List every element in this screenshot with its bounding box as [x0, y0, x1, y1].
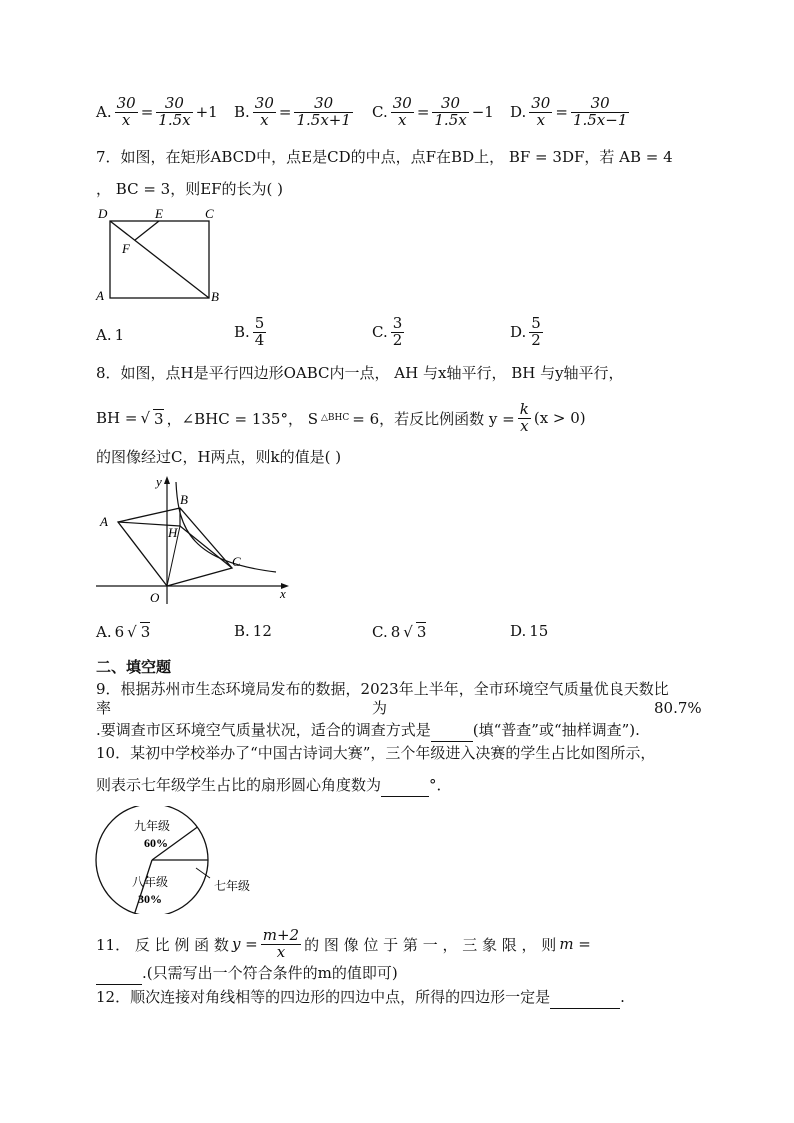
q9-stem-line1: 9．根据苏州市生态环境局发布的数据，2023年上半年，全市环境空气质量优良天数比 [96, 680, 669, 698]
fraction: $\frac{m+2}{x}$ [262, 926, 300, 961]
answer-blank[interactable] [550, 986, 620, 1009]
q7-option-d[interactable]: D. $\frac{5}{2}$ [510, 314, 541, 349]
q10-stem-line2: 则表示七年级学生占比的扇形圆心角度数为 °． [96, 774, 452, 797]
q9-stem-line2a: 率 [96, 699, 112, 717]
fraction: $\frac{3}{2}$ [392, 314, 403, 349]
q10-pie-chart [92, 806, 272, 914]
fraction: $\frac{30}{x}$ [254, 94, 274, 129]
q7-figure [92, 202, 232, 310]
label-a: A [96, 288, 104, 303]
q7-option-b[interactable]: B. $\frac{5}{4}$ [234, 314, 265, 349]
slice-label-grade8: 八年级 [131, 875, 169, 889]
q11-stem-line1: 11． 反 比 例 函 数 y = $\frac{m+2}{x}$ 的 图 像 位 于 第 一 ， 三 象 限 ， 则 m = [96, 926, 591, 961]
q11-stem-line2: .(只需写出一个符合条件的m的值即可) [96, 962, 398, 985]
label-o: O [150, 590, 160, 605]
q6-option-b[interactable]: B. $\frac{30}{x}$ = $\frac{30}{1.5x+1}$ [234, 94, 351, 129]
fraction: $\frac{k}{x}$ [519, 400, 529, 435]
label-e: E [155, 206, 163, 221]
q8-stem-line1: 8．如图，点H是平行四边形OABC内一点， AH 与x轴平行， BH 与y轴平行， [96, 364, 624, 382]
q8-option-b[interactable]: B. 12 [234, 622, 272, 640]
fraction: $\frac{30}{1.5x-1}$ [572, 94, 628, 129]
fraction: $\frac{5}{4}$ [254, 314, 265, 349]
slice-value-grade8: 30% [138, 892, 162, 906]
leader-line [196, 868, 210, 878]
segment-ef [135, 221, 159, 240]
fraction: $\frac{30}{x}$ [116, 94, 136, 129]
q7-stem-line1: 7．如图，在矩形ABCD中，点E是CD的中点，点F在BD上， BF = 3DF，若 AB = 4 [96, 148, 673, 166]
label-d: D [98, 206, 108, 221]
section-heading-fill-in: 二、填空题 [96, 658, 172, 676]
q6-option-a[interactable]: A. $\frac{30}{x}$ = $\frac{30}{1.5x}$ +1 [96, 94, 218, 129]
answer-blank[interactable] [381, 774, 429, 797]
q7-option-c[interactable]: C. $\frac{3}{2}$ [372, 314, 403, 349]
q8-stem-line3: 的图像经过C，H两点，则k的值是( ) [96, 448, 342, 466]
fraction: $\frac{5}{2}$ [531, 314, 541, 349]
slice-label-grade7: 七年级 [214, 879, 251, 893]
q7-stem-line2: ， BC = 3，则EF的长为( ) [96, 180, 284, 198]
q7-option-a[interactable]: A. 1 [96, 326, 125, 344]
q9-stem-line3: .要调查市区环境空气质量状况，适合的调查方式是 (填“普查”或“抽样调查”). [96, 719, 640, 742]
fraction: $\frac{30}{x}$ [531, 94, 551, 129]
label-f: F [122, 241, 130, 256]
diagonal-bd [110, 221, 209, 298]
slice-label-grade9: 九年级 [133, 819, 171, 833]
q8-option-d[interactable]: D. 15 [510, 622, 549, 640]
fraction: $\frac{30}{x}$ [392, 94, 412, 129]
label-b: B [180, 492, 188, 507]
slice-value-grade9: 60% [144, 836, 168, 850]
q6-option-d[interactable]: D. $\frac{30}{x}$ = $\frac{30}{1.5x-1}$ [510, 94, 628, 129]
q8-stem-line2: BH = √ 3 ，∠BHC = 135°， S △BHC = 6，若反比例函数 y = $\frac{k}{x}$ (x > 0) [96, 400, 586, 435]
q6-option-c[interactable]: C. $\frac{30}{x}$ = $\frac{30}{1.5x}$ −1 [372, 94, 494, 129]
label-b: B [211, 289, 219, 304]
label-c: C [205, 206, 214, 221]
hyperbola-curve [176, 482, 276, 572]
fraction: $\frac{30}{1.5x}$ [158, 94, 191, 129]
q12-stem: 12．顺次连接对角线相等的四边形的四边中点，所得的四边形一定是 . [96, 986, 625, 1009]
fraction: $\frac{30}{1.5x+1}$ [296, 94, 351, 129]
q10-stem-line1: 10．某初中学校举办了“中国古诗词大赛”，三个年级进入决赛的学生占比如图所示， [96, 744, 656, 762]
q9-stem-line2c: 80.7% [654, 699, 702, 717]
q8-option-c[interactable]: C. 8 √ 3 [372, 622, 427, 641]
label-x: x [280, 586, 286, 601]
q9-stem-line2b: 为 [372, 699, 388, 717]
y-axis-arrow-icon [164, 476, 170, 484]
answer-blank[interactable] [96, 962, 142, 985]
label-y: y [156, 474, 162, 489]
q8-figure [92, 470, 298, 610]
label-h: H [168, 525, 178, 540]
answer-blank[interactable] [431, 719, 473, 742]
label-c: C [232, 554, 241, 569]
label-a: A [100, 514, 108, 529]
q8-option-a[interactable]: A. 6 √ 3 [96, 622, 151, 641]
fraction: $\frac{30}{1.5x}$ [434, 94, 467, 129]
